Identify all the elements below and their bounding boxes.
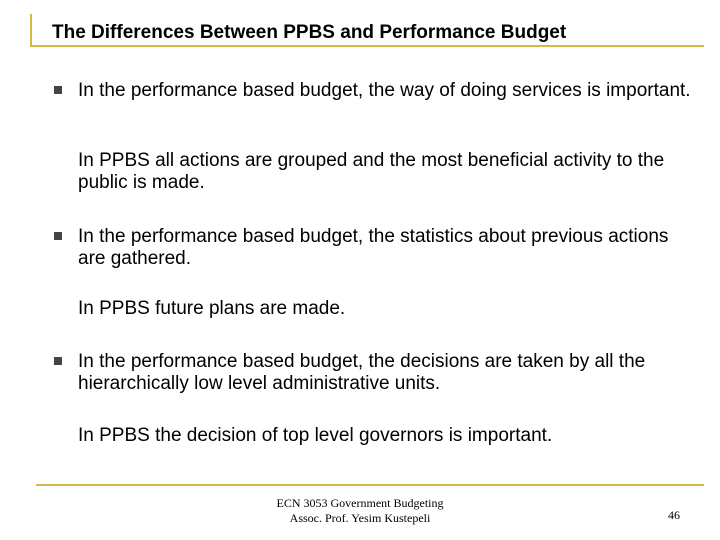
course-name: ECN 3053 Government Budgeting [276,496,444,510]
footer-info [230,496,490,526]
performance-budget-text: In the performance based budget, the way of doing services is important. [78,80,691,101]
performance-budget-text: In the performance based budget, the statistics about previous actions are gathered. [78,226,669,269]
footer-rule [36,484,704,486]
title-block [30,14,704,46]
page-number: 46 [668,508,680,522]
performance-budget-text: In the performance based budget, the decisions are taken by all the hierarchically low level administrative units. [78,351,646,394]
ppbs-text: In PPBS all actions are grouped and the most beneficial activity to the public is made. [78,150,665,193]
square-bullet-icon [54,357,62,365]
slide-title: The Differences Between PPBS and Performance Budget [52,22,567,43]
author-name: Assoc. Prof. Yesim Kustepeli [289,511,431,525]
ppbs-text: In PPBS future plans are made. [78,298,346,319]
square-bullet-icon [54,232,62,240]
title-horizontal-rule [30,45,704,47]
ppbs-text: In PPBS the decision of top level governors is important. [78,425,553,446]
square-bullet-icon [54,86,62,94]
title-vertical-rule [30,14,32,46]
